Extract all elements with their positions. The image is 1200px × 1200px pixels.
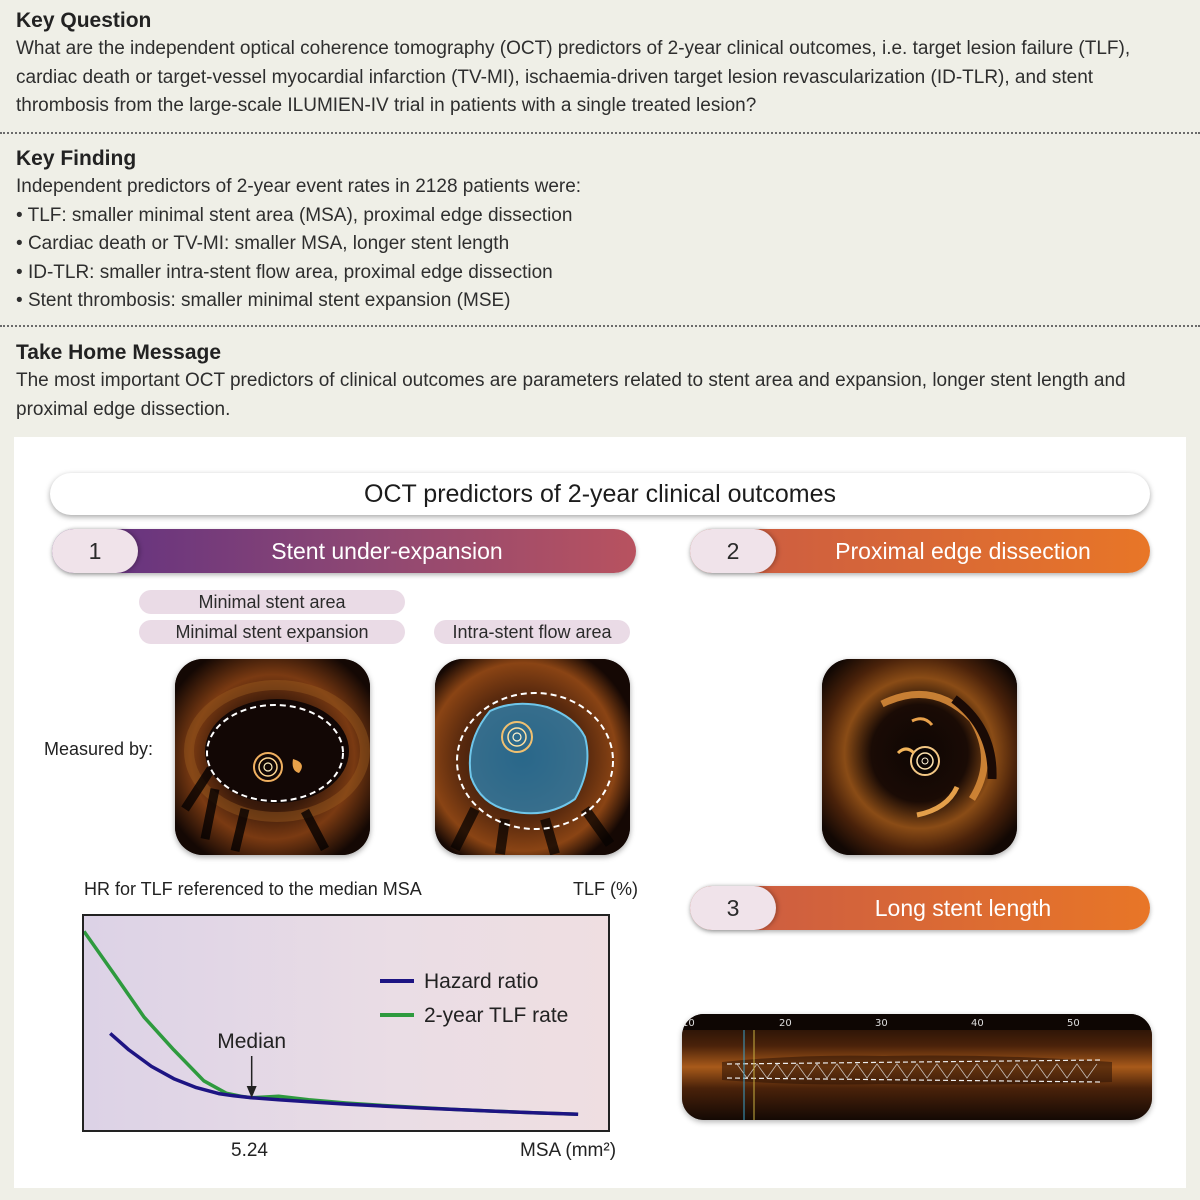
pullback-tick: 30 — [875, 1018, 888, 1029]
pullback-tick: 40 — [971, 1018, 984, 1029]
predictor-number: 3 — [690, 886, 776, 930]
take-home-heading: Take Home Message — [16, 341, 222, 364]
key-finding-intro: Independent predictors of 2-year event rates in 2128 patients were: — [16, 176, 582, 197]
key-finding-bullet: • Cardiac death or TV-MI: smaller MSA, longer stent length — [16, 230, 1186, 259]
predictor-label: Proximal edge dissection — [835, 538, 1091, 564]
pullback-tick: 50 — [1067, 1018, 1080, 1029]
predictor-band-2 — [690, 529, 1150, 573]
pullback-tick: 20 — [779, 1018, 792, 1029]
take-home-section — [16, 341, 1186, 424]
section-divider — [0, 325, 1200, 327]
tlf-chart-plot — [84, 916, 608, 1130]
figure-title: OCT predictors of 2-year clinical outcomes — [50, 473, 1150, 515]
tag-minimal-stent-area: Minimal stent area — [139, 590, 405, 614]
predictor-band-1 — [52, 529, 636, 573]
predictor-number: 2 — [690, 529, 776, 573]
predictor-label: Long stent length — [874, 895, 1052, 921]
key-finding-heading: Key Finding — [16, 147, 137, 170]
chart-title: HR for TLF referenced to the median MSA — [84, 879, 422, 899]
key-finding-section — [16, 147, 1186, 316]
take-home-text: The most important OCT predictors of clinical outcomes are parameters related to stent area and expansion, longer stent length and proximal edge dissection. — [16, 370, 1126, 420]
key-question-section — [16, 9, 1186, 121]
key-finding-list — [16, 202, 1186, 316]
oct-flow-area-image — [435, 659, 630, 855]
tlf-chart — [82, 914, 610, 1132]
oct-edge-dissection-image — [822, 659, 1017, 855]
pullback-tick: 10 — [682, 1018, 695, 1029]
key-finding-bullet: • ID-TLR: smaller intra-stent flow area, proximal edge dissection — [16, 259, 1186, 288]
predictor-band-3 — [690, 886, 1150, 930]
key-finding-bullet: • TLF: smaller minimal stent area (MSA), proximal edge dissection — [16, 202, 1186, 231]
central-illustration — [14, 437, 1186, 1188]
x-axis-label: MSA (mm²) — [520, 1140, 617, 1161]
median-annotation: Median — [217, 1030, 287, 1053]
key-question-heading: Key Question — [16, 9, 152, 32]
chart-right-axis-label: TLF (%) — [573, 879, 638, 899]
legend-label: 2-year TLF rate — [424, 1004, 569, 1027]
legend-label: Hazard ratio — [424, 970, 539, 993]
key-question-text: What are the independent optical coherence tomography (OCT) predictors of 2-year clinical outcomes, i.e. target lesion failure (TLF), cardiac death or target-vessel myocardial infarction (TV-MI), ischaemia-driven target lesion revascularization (ID-TLR), and stent thrombosis from the large-scale ILUMIEN-IV trial in patients with a single treated lesion? — [16, 38, 1131, 116]
oct-stent-area-image — [175, 659, 370, 855]
key-finding-bullet: • Stent thrombosis: smaller minimal stent expansion (MSE) — [16, 287, 1186, 316]
predictor-number: 1 — [52, 529, 138, 573]
predictor-label: Stent under-expansion — [271, 538, 503, 564]
x-tick-label: 5.24 — [231, 1140, 268, 1161]
measured-by-label: Measured by: — [44, 739, 154, 759]
tag-minimal-stent-expansion: Minimal stent expansion — [139, 620, 405, 644]
section-divider — [0, 132, 1200, 134]
tag-intra-stent-flow-area: Intra-stent flow area — [434, 620, 630, 644]
oct-longitudinal-image — [682, 1014, 1152, 1120]
